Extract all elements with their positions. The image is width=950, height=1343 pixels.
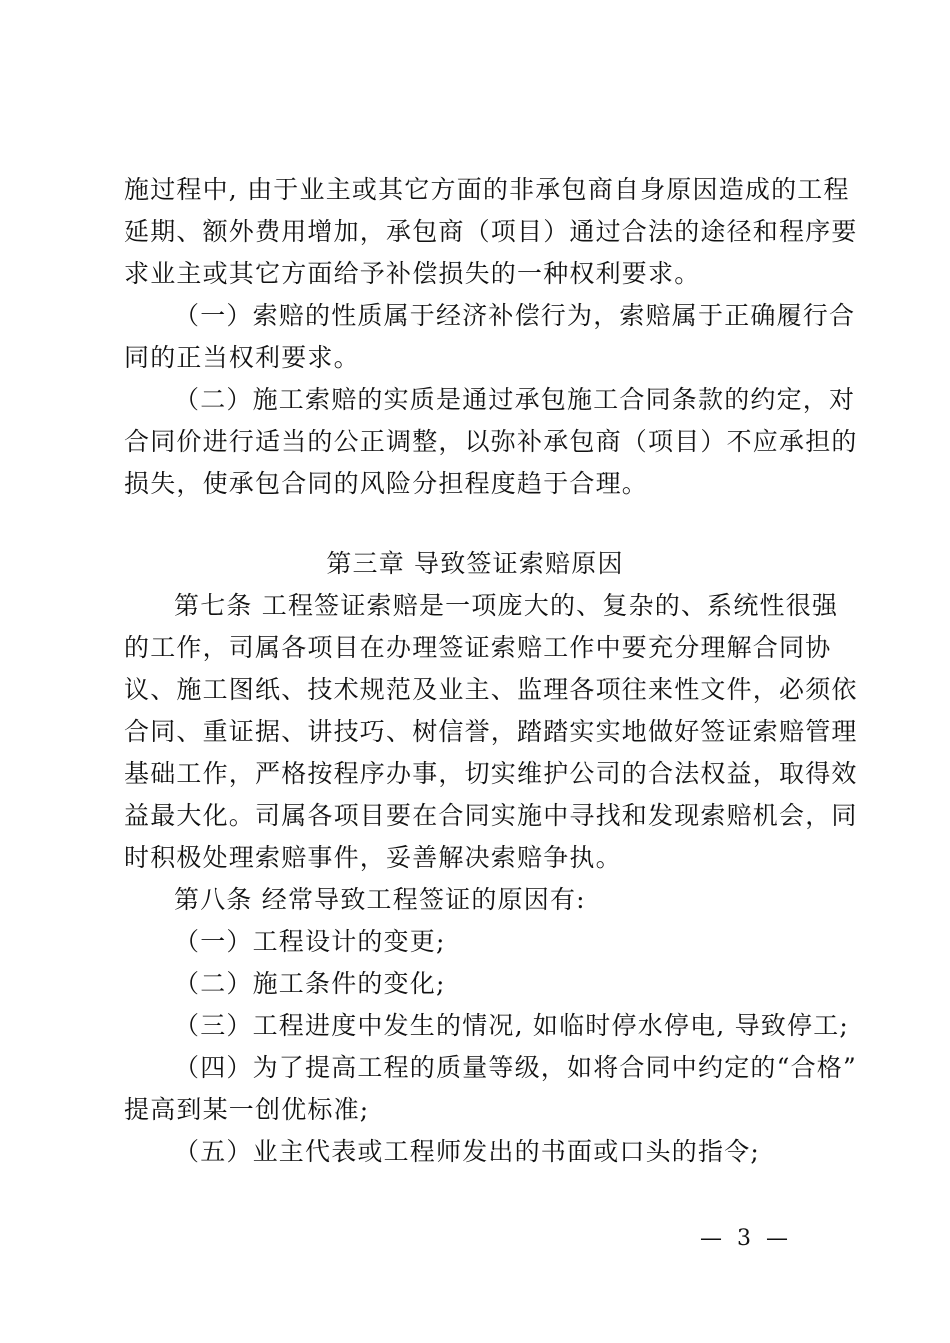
- text-line: 损失，使承包合同的风险分担程度趋于合理。: [124, 469, 649, 498]
- text-line: 的工作，司属各项目在办理签证索赔工作中要充分理解合同协: [124, 633, 832, 662]
- list-item: （五）业主代表或工程师发出的书面或口头的指令;: [174, 1137, 761, 1166]
- text-line: 同的正当权利要求。: [124, 343, 360, 372]
- list-item: （三）工程进度中发生的情况, 如临时停水停电, 导致停工;: [174, 1011, 850, 1040]
- text-line: 基础工作，严格按程序办事，切实维护公司的合法权益，取得效: [124, 759, 858, 788]
- text-line: 时积极处理索赔事件，妥善解决索赔争执。: [124, 843, 622, 872]
- list-item: （二）施工条件的变化;: [174, 969, 446, 998]
- text-line: 益最大化。司属各项目要在合同实施中寻找和发现索赔机会，同: [124, 801, 858, 830]
- page-number: — 3 —: [700, 1226, 792, 1251]
- list-item-continuation: 提高到某一创优标准;: [124, 1095, 370, 1124]
- article-heading: 第八条 经常导致工程签证的原因有:: [174, 885, 586, 914]
- chapter-title: 第三章 导致签证索赔原因: [326, 549, 624, 578]
- text-line: 合同、重证据、讲技巧、树信誉，踏踏实实地做好签证索赔管理: [124, 717, 858, 746]
- text-line: 求业主或其它方面给予补偿损失的一种权利要求。: [124, 259, 701, 288]
- text-line: （一）索赔的性质属于经济补偿行为，索赔属于正确履行合: [174, 301, 856, 330]
- list-item: （一）工程设计的变更;: [174, 927, 446, 956]
- text-line: 合同价进行适当的公正调整，以弥补承包商（项目）不应承担的: [124, 427, 858, 456]
- text-line: 延期、额外费用增加，承包商（项目）通过合法的途径和程序要: [124, 217, 858, 246]
- list-item: （四）为了提高工程的质量等级，如将合同中约定的“合格”: [174, 1053, 857, 1082]
- text-line: 第七条 工程签证索赔是一项庞大的、复杂的、系统性很强: [174, 591, 839, 620]
- text-line: （二）施工索赔的实质是通过承包施工合同条款的约定，对: [174, 385, 856, 414]
- text-line: 施过程中, 由于业主或其它方面的非承包商自身原因造成的工程: [124, 175, 850, 204]
- text-line: 议、施工图纸、技术规范及业主、监理各项往来性文件，必须依: [124, 675, 858, 704]
